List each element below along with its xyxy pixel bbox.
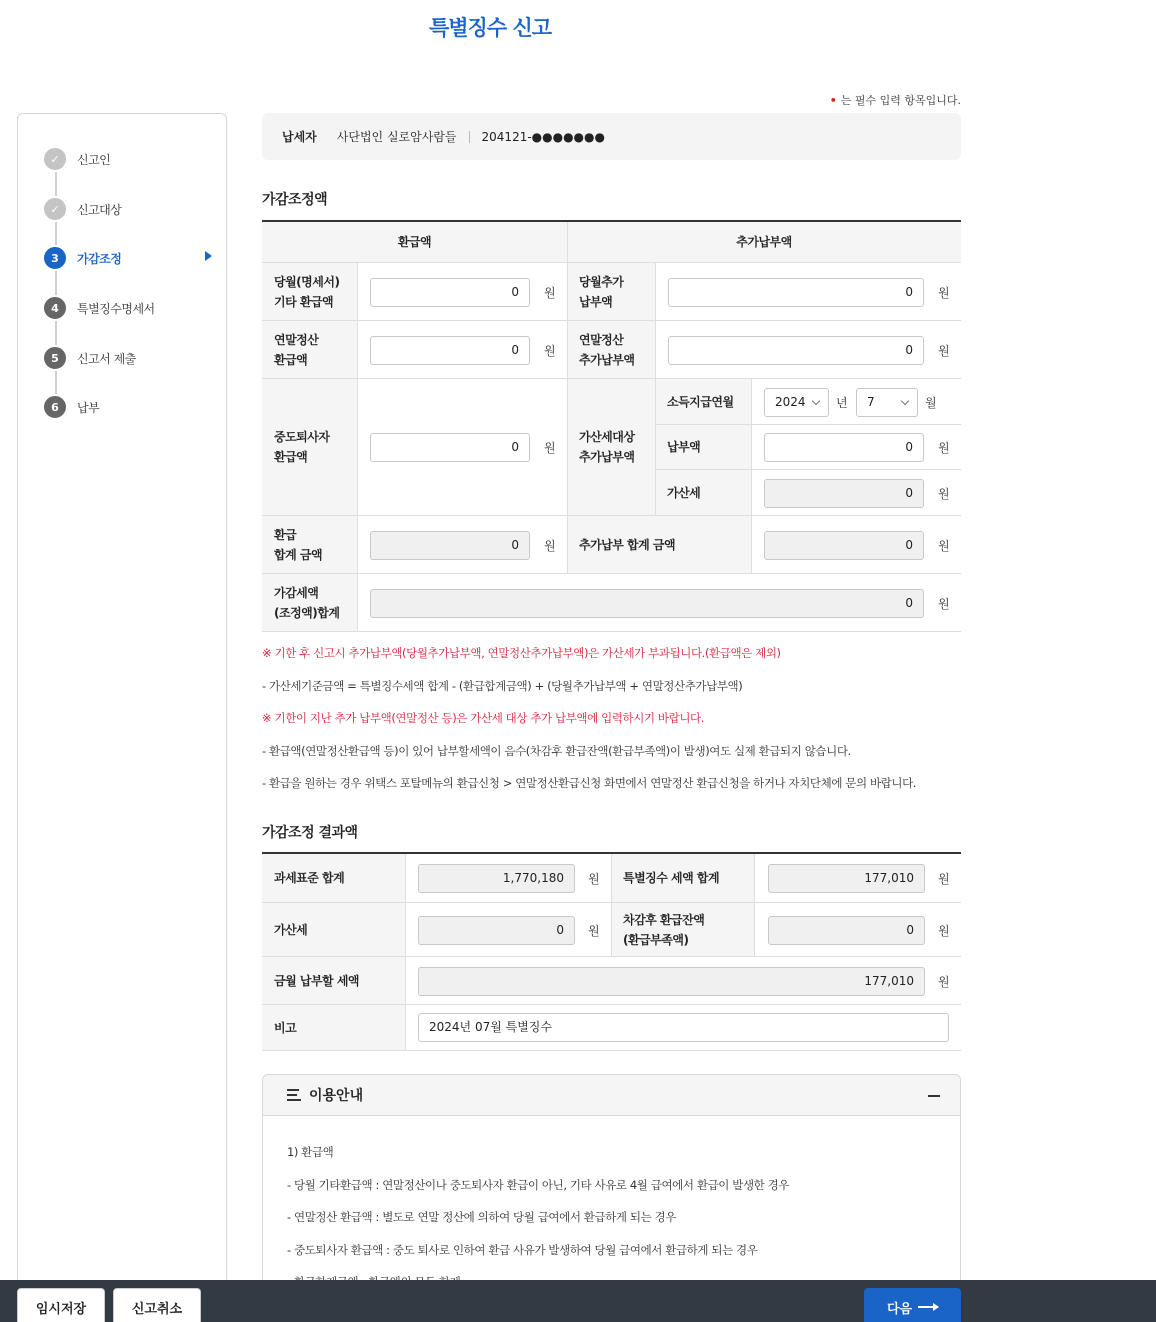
- step-item-target[interactable]: [42, 195, 212, 223]
- temp-save-button[interactable]: 임시저장: [17, 1288, 105, 1322]
- balance-label: 차감후 환급잔액 (환급부족액): [611, 903, 754, 957]
- tax-base-output: 1,770,180: [418, 864, 575, 893]
- required-note: [700, 92, 961, 108]
- step-item-submit[interactable]: [42, 344, 212, 372]
- won-unit: 원: [938, 975, 950, 989]
- won-unit: 원: [938, 441, 950, 455]
- note-line: - 환급을 원하는 경우 위택스 포탈메뉴의 환급신청 > 연말정산환급신청 화면에서 연말정산 환급신청을 하거나 자치단체에 문의 바랍니다.: [262, 776, 917, 790]
- year-select[interactable]: [764, 388, 829, 417]
- penalty-label: 가산세: [655, 470, 751, 516]
- month-select[interactable]: [856, 388, 918, 417]
- divider: [655, 263, 656, 516]
- net-total-label: 가감세액 (조정액)합계: [262, 574, 357, 632]
- won-unit: 원: [544, 344, 556, 358]
- step-label: 가감조정: [77, 251, 122, 266]
- note-line: - 가산세기준금액 = 특별징수세액 합계 - (환급합계금액) + (당월추가납부액 + 연말정산추가납부액): [262, 678, 743, 693]
- additional-total-output: 0: [764, 531, 924, 560]
- arrow-right-icon: [918, 1306, 938, 1308]
- step-item-adjustment[interactable]: [42, 244, 212, 272]
- won-unit: 원: [588, 924, 600, 938]
- divider: [611, 854, 612, 957]
- won-unit: 원: [544, 286, 556, 300]
- step-number: 5: [42, 345, 68, 371]
- step-label: 신고대상: [77, 202, 122, 217]
- list-icon: [287, 1089, 303, 1101]
- check-icon: ✓: [42, 146, 68, 172]
- next-button[interactable]: [864, 1288, 961, 1322]
- divider: [469, 131, 470, 143]
- divider: [754, 854, 755, 957]
- payable-label: 금월 납부할 세액: [262, 957, 405, 1005]
- balance-output: 0: [768, 916, 925, 945]
- taxpayer-info: [262, 113, 961, 160]
- year-end-refund-input[interactable]: 0: [370, 336, 530, 365]
- won-unit: 원: [938, 872, 950, 886]
- step-item-payment[interactable]: [42, 393, 212, 421]
- guide-line: - 중도퇴사자 환급액 : 중도 퇴사로 인하여 환급 사유가 발생하여 당월 급여에서 환급하게 되는 경우: [287, 1242, 758, 1257]
- refund-total-label: 환급 합계 금액: [262, 516, 357, 574]
- step-label: 신고인: [77, 152, 111, 167]
- won-unit: 원: [938, 286, 950, 300]
- adjust-table: [262, 220, 961, 631]
- divider: [405, 854, 406, 1051]
- chevron-down-icon: [901, 397, 909, 405]
- retiree-refund-label: 중도퇴사자 환급액: [262, 379, 357, 516]
- year-unit: 년: [836, 396, 848, 410]
- step-number: 6: [42, 394, 68, 420]
- year-end-refund-label: 연말정산 환급액: [262, 321, 357, 379]
- year-select-value: 2024: [775, 395, 806, 409]
- tax-base-label: 과세표준 합계: [262, 854, 405, 903]
- refund-total-output: 0: [370, 531, 530, 560]
- guide-line: 1) 환급액: [287, 1145, 334, 1159]
- special-tax-output: 177,010: [768, 864, 925, 893]
- note-line: ※ 기한이 지난 추가 납부액(연말정산 등)은 가산세 대상 추가 납부액에 입력하시기 바랍니다.: [262, 711, 704, 725]
- income-period-label: 소득지급연월: [655, 379, 751, 425]
- guide-line: - 당월 기타환급액 : 연말정산이나 중도퇴사자 환급이 아닌, 기타 사유로 4월 급여에서 환급이 발생한 경우: [287, 1177, 790, 1192]
- penalty-output: 0: [764, 479, 924, 508]
- guide-line: - 연말정산 환급액 : 별도로 연말 정산에 의하여 당월 급여에서 환급하게 되는 경우: [287, 1210, 676, 1224]
- collapse-icon[interactable]: [928, 1095, 940, 1097]
- note-line: - 환급액(연말정산환급액 등)이 있어 납부할세액이 음수(차감후 환급잔액(환급부족액)이 발생)여도 실제 환급되지 않습니다.: [262, 743, 851, 758]
- result-section-title: 가감조정 결과액: [262, 825, 358, 841]
- year-end-additional-label: 연말정산 추가납부액: [567, 321, 655, 379]
- result-table: [262, 852, 961, 1050]
- adjust-section-title: 가감조정액: [262, 192, 328, 208]
- remark-label: 비고: [262, 1005, 405, 1051]
- usage-guide: [262, 1074, 961, 1314]
- special-tax-label: 특별징수 세액 합계: [611, 854, 754, 903]
- additional-header: 추가납부액: [567, 222, 961, 263]
- retiree-refund-input[interactable]: 0: [370, 433, 530, 462]
- won-unit: 원: [938, 597, 950, 611]
- chevron-down-icon: [812, 397, 820, 405]
- divider: [567, 222, 568, 574]
- page-title: 특별징수 신고: [428, 16, 552, 40]
- step-label: 신고서 제출: [77, 351, 136, 366]
- divider: [751, 379, 752, 574]
- won-unit: 원: [938, 539, 950, 553]
- won-unit: 원: [544, 441, 556, 455]
- year-end-additional-input[interactable]: 0: [668, 336, 924, 365]
- monthly-other-refund-label: 당월(명세서) 기타 환급액: [262, 263, 357, 321]
- required-dot: •: [829, 94, 837, 107]
- guide-title: 이용안내: [309, 1088, 364, 1104]
- result-penalty-label: 가산세: [262, 903, 405, 957]
- monthly-other-refund-input[interactable]: 0: [370, 278, 530, 307]
- step-item-statement[interactable]: [42, 294, 212, 322]
- next-button-label: 다음: [886, 1301, 913, 1317]
- taxpayer-label: 납세자: [282, 130, 317, 144]
- footer-bar: [0, 1280, 1156, 1322]
- cancel-report-button[interactable]: 신고취소: [113, 1288, 201, 1322]
- won-unit: 원: [938, 924, 950, 938]
- step-label: 납부: [77, 400, 100, 415]
- step-item-applicant[interactable]: [42, 145, 212, 173]
- won-unit: 원: [938, 344, 950, 358]
- payable-output: 177,010: [418, 967, 925, 996]
- month-unit: 월: [925, 396, 937, 410]
- won-unit: 원: [588, 872, 600, 886]
- check-icon: ✓: [42, 196, 68, 222]
- month-select-value: 7: [867, 395, 875, 409]
- additional-total-label: 추가납부 합계 금액: [567, 516, 751, 574]
- required-note-text: 는 필수 입력 항목입니다.: [840, 94, 961, 107]
- net-total-output: 0: [370, 589, 924, 618]
- remark-input[interactable]: 2024년 07월 특별징수: [418, 1013, 949, 1042]
- penalty-target-label: 가산세대상 추가납부액: [567, 379, 655, 516]
- taxpayer-name: 사단법인 실로암사람들: [336, 130, 457, 144]
- note-line: ※ 기한 후 신고시 추가납부액(당월추가납부액, 연말정산추가납부액)은 가산세가 부과됩니다.(환급액은 제외): [262, 646, 781, 660]
- taxpayer-id: 204121-●●●●●●●: [481, 129, 605, 144]
- step-sidebar: [17, 113, 227, 1293]
- step-label: 특별징수명세서: [77, 301, 155, 316]
- caret-right-icon: [205, 251, 212, 261]
- won-unit: 원: [544, 539, 556, 553]
- notes: [262, 645, 961, 808]
- payment-input[interactable]: 0: [764, 433, 924, 462]
- guide-body: [263, 1116, 960, 1307]
- divider: [357, 263, 358, 632]
- won-unit: 원: [938, 487, 950, 501]
- result-penalty-output: 0: [418, 916, 575, 945]
- payment-label: 납부액: [655, 425, 751, 470]
- step-number: 4: [42, 295, 68, 321]
- monthly-additional-input[interactable]: 0: [668, 278, 924, 307]
- guide-header[interactable]: [263, 1075, 960, 1116]
- step-number: 3: [42, 245, 68, 271]
- monthly-additional-label: 당월추가 납부액: [567, 263, 655, 321]
- refund-header: 환급액: [262, 222, 567, 263]
